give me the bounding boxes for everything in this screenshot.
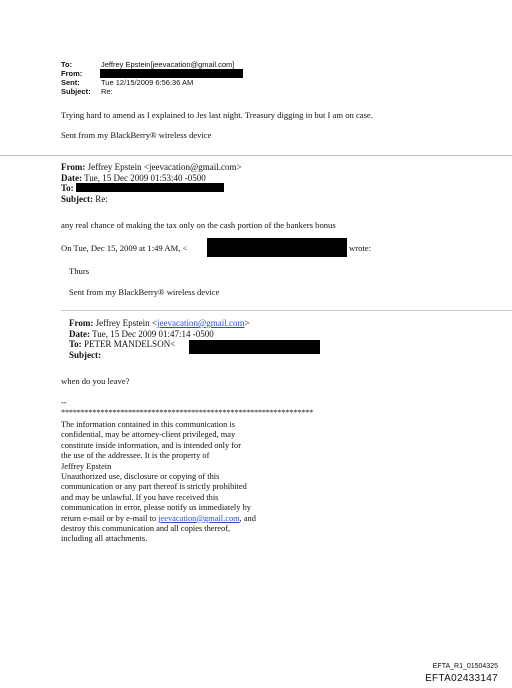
subject-label: Subject: bbox=[61, 193, 93, 204]
quote-attribution-suffix: wrote: bbox=[349, 243, 371, 253]
from-label: From: bbox=[61, 162, 86, 172]
bates-number-small: EFTA_R1_01504325 bbox=[432, 663, 498, 670]
from-label: From: bbox=[61, 69, 83, 78]
date-label: Date: bbox=[61, 172, 82, 183]
notice-line-pre: return e-mail or by e-mail to bbox=[61, 513, 159, 523]
message1-signature: Sent from my BlackBerry® wireless device bbox=[61, 130, 212, 140]
message2-body: any real chance of making the tax only on the cash portion of the bankers bonus bbox=[61, 220, 336, 230]
to-label: To: bbox=[61, 60, 73, 69]
quote-attribution-prefix: On Tue, Dec 15, 2009 at 1:49 AM, < bbox=[61, 243, 188, 253]
message3-body: when do you leave? bbox=[61, 376, 130, 386]
message3-from-row bbox=[69, 318, 250, 329]
quote-signature: Sent from my BlackBerry® wireless device bbox=[69, 287, 220, 297]
message1-body: Trying hard to amend as I explained to Jes last night. Treasury digging in but I am on case. bbox=[61, 110, 373, 120]
signature-dashes: -- bbox=[61, 398, 67, 407]
from-name: Jeffrey Epstein < bbox=[95, 318, 157, 328]
email-link[interactable]: jeevacation@gmail.com bbox=[156, 318, 245, 328]
message1-to-row bbox=[61, 60, 234, 69]
bates-number: EFTA02433147 bbox=[425, 673, 498, 684]
confidentiality-notice bbox=[61, 420, 256, 545]
notice-line: constitute inside information, and is intended only for bbox=[61, 440, 242, 450]
message2-subject-row bbox=[61, 194, 242, 205]
notice-line-post: , and bbox=[239, 513, 256, 523]
date-value: Tue, 15 Dec 2009 01:53:40 -0500 bbox=[84, 172, 206, 183]
redaction-block bbox=[100, 69, 243, 78]
message2-from-row bbox=[61, 162, 242, 173]
quote-text: Thurs bbox=[69, 266, 90, 276]
sent-value: Tue 12/15/2009 6:56:36 AM bbox=[101, 78, 194, 87]
quote-divider bbox=[61, 310, 512, 311]
to-label: To: bbox=[69, 339, 82, 349]
notice-line: confidential, may be attorney-client privileged, may bbox=[61, 430, 236, 440]
notice-line: Jeffrey Epstein bbox=[61, 461, 112, 471]
redaction-block bbox=[207, 238, 347, 257]
to-value: PETER MANDELSON< bbox=[83, 339, 176, 349]
separator-stars: **************************************************************** bbox=[61, 408, 313, 417]
notice-line: including all attachments. bbox=[61, 534, 148, 544]
subject-label: Subject: bbox=[61, 87, 91, 96]
subject-value: Re: bbox=[101, 87, 113, 96]
email-link[interactable]: jeevacation@gmail.com bbox=[158, 513, 240, 523]
from-label: From: bbox=[69, 318, 94, 328]
subject-value: Re: bbox=[95, 193, 108, 204]
subject-label: Subject: bbox=[69, 349, 101, 360]
date-value: Tue, 15 Dec 2009 01:47:14 -0500 bbox=[92, 328, 214, 339]
notice-line: Unauthorized use, disclosure or copying of this bbox=[61, 472, 220, 482]
notice-line bbox=[61, 514, 256, 524]
message-divider bbox=[0, 155, 512, 156]
redaction-block bbox=[189, 340, 320, 354]
to-label: To: bbox=[61, 183, 74, 193]
notice-line: communication in error, please notify us immediately by bbox=[61, 503, 251, 513]
message1-header bbox=[61, 60, 234, 96]
message2-date-row bbox=[61, 173, 242, 184]
from-end: > bbox=[244, 318, 250, 328]
from-value: Jeffrey Epstein <jeevacation@gmail.com> bbox=[87, 162, 242, 172]
redaction-block bbox=[76, 183, 224, 192]
message1-subject-row bbox=[61, 87, 234, 96]
notice-line: the use of the addressee. It is the property of bbox=[61, 451, 210, 461]
date-label: Date: bbox=[69, 328, 90, 339]
message1-sent-row bbox=[61, 78, 234, 87]
notice-line: destroy this communication and all copies thereof, bbox=[61, 524, 231, 534]
notice-line: The information contained in this communication is bbox=[61, 420, 235, 429]
sent-label: Sent: bbox=[61, 78, 80, 87]
notice-line: and may be unlawful. If you have received this bbox=[61, 492, 219, 502]
message3-date-row bbox=[69, 329, 250, 340]
to-value: Jeffrey Epstein[jeevacation@gmail.com] bbox=[101, 60, 235, 69]
notice-line: communication or any part thereof is strictly prohibited bbox=[61, 482, 247, 492]
